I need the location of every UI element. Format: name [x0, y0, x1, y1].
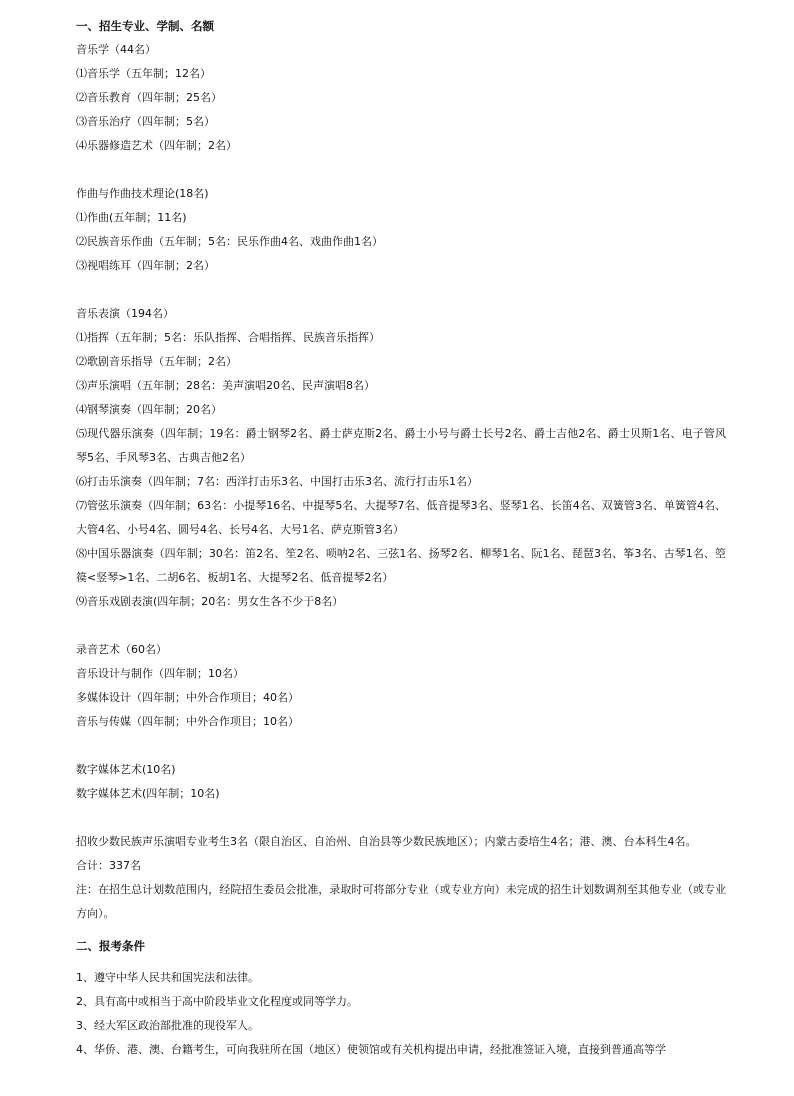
performance-item: ⑶声乐演唱（五年制；28名：美声演唱20名、民声演唱8名）	[76, 379, 375, 392]
recording-item: 音乐与传媒（四年制；中外合作项目；10名）	[76, 715, 299, 728]
digital-media-item: 数字媒体艺术(四年制；10名)	[76, 787, 220, 800]
performance-item: ⑹打击乐演奏（四年制；7名：西洋打击乐3名、中国打击乐3名、流行打击乐1名）	[76, 475, 478, 488]
performance-item: ⑼音乐戏剧表演(四年制；20名：男女生各不少于8名）	[76, 595, 344, 608]
spacer	[76, 158, 726, 182]
section2-title: 二、报考条件	[76, 939, 145, 953]
musicology-item: ⑶音乐治疗（四年制；5名）	[76, 115, 215, 128]
performance-item: ⑵歌剧音乐指导（五年制；2名）	[76, 355, 237, 368]
digital-media-heading: 数字媒体艺术(10名)	[76, 763, 176, 776]
document-page	[76, 14, 726, 1062]
musicology-item: ⑵音乐教育（四年制；25名）	[76, 91, 222, 104]
musicology-item: ⑴音乐学（五年制；12名）	[76, 67, 211, 80]
recording-item: 音乐设计与制作（四年制；10名）	[76, 667, 244, 680]
section1-title: 一、招生专业、学制、名额	[76, 19, 214, 33]
spacer	[76, 614, 726, 638]
composition-item: ⑴作曲(五年制；11名)	[76, 211, 187, 224]
composition-heading: 作曲与作曲技术理论(18名)	[76, 187, 209, 200]
spacer	[76, 926, 726, 934]
spacer	[76, 734, 726, 758]
composition-item: ⑶视唱练耳（四年制；2名）	[76, 259, 215, 272]
performance-item: ⑺管弦乐演奏（四年制；63名：小提琴16名、中提琴5名、大提琴7名、低音提琴3名、竖琴1名、长笛4名、双簧管3名、单簧管4名、大管4名、小号4名、圆号4名、长号4名、大号1名、萨克斯管3名）	[76, 499, 726, 536]
performance-heading: 音乐表演（194名）	[76, 307, 174, 320]
musicology-item: ⑷乐器修造艺术（四年制；2名）	[76, 139, 237, 152]
spacer	[76, 958, 726, 966]
adjustment-note: 注：在招生总计划数范围内，经院招生委员会批准，录取时可将部分专业（或专业方向）未完成的招生计划数调剂至其他专业（或专业方向）。	[76, 883, 726, 920]
spacer	[76, 806, 726, 830]
recording-item: 多媒体设计（四年制；中外合作项目；40名）	[76, 691, 299, 704]
spacer	[76, 278, 726, 302]
performance-item: ⑴指挥（五年制；5名：乐队指挥、合唱指挥、民族音乐指挥）	[76, 331, 380, 344]
extra-enrollment-note: 招收少数民族声乐演唱专业考生3名（限自治区、自治州、自治县等少数民族地区）；内蒙古委培生4名；港、澳、台本科生4名。	[76, 835, 697, 848]
performance-item: ⑸现代器乐演奏（四年制；19名：爵士钢琴2名、爵士萨克斯2名、爵士小号与爵士长号2名、爵士吉他2名、爵士贝斯1名、电子管风琴5名、手风琴3名、古典吉他2名）	[76, 427, 726, 464]
condition-item: 4、华侨、港、澳、台籍考生，可向我驻所在国（地区）使领馆或有关机构提出申请，经批准签证入境，直接到普通高等学	[76, 1043, 666, 1056]
performance-item: ⑷钢琴演奏（四年制；20名）	[76, 403, 222, 416]
condition-item: 3、经大军区政治部批准的现役军人。	[76, 1019, 259, 1032]
composition-item: ⑵民族音乐作曲（五年制；5名：民乐作曲4名、戏曲作曲1名）	[76, 235, 383, 248]
total-count: 合计：337名	[76, 859, 141, 872]
performance-item: ⑻中国乐器演奏（四年制；30名：笛2名、笙2名、唢呐2名、三弦1名、扬琴2名、柳琴1名、阮1名、琵琶3名、筝3名、古琴1名、箜篌<竖琴>1名、二胡6名、板胡1名、大提琴2名、低音提琴2名）	[76, 547, 726, 584]
musicology-heading: 音乐学（44名）	[76, 43, 156, 56]
condition-item: 2、具有高中或相当于高中阶段毕业文化程度或同等学力。	[76, 995, 358, 1008]
recording-heading: 录音艺术（60名）	[76, 643, 167, 656]
condition-item: 1、遵守中华人民共和国宪法和法律。	[76, 971, 259, 984]
